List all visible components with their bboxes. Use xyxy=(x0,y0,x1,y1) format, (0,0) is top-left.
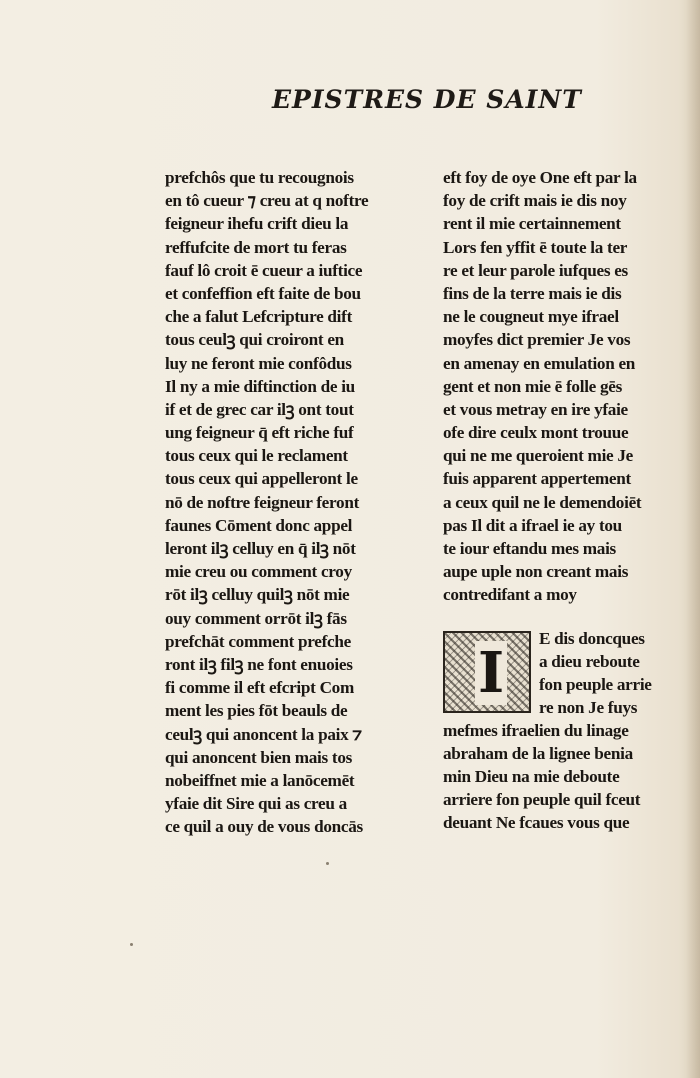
text-line: min Dieu na mie deboute xyxy=(443,766,620,786)
text-line: leront ilꝫ celluy en q̄ ilꝫ nōt xyxy=(165,539,356,558)
text-line: ung feigneur q̄ eft riche fuf xyxy=(165,423,354,443)
text-line: ront ilꝫ filꝫ ne font enuoies xyxy=(165,654,353,674)
text-line: E dis doncques xyxy=(539,628,645,648)
text-line: nō de noftre feigneur feront xyxy=(165,492,360,512)
text-line: rent il mie certainnement xyxy=(443,214,621,234)
initial-letter: I xyxy=(475,641,507,705)
text-line: prefchāt comment prefche xyxy=(165,631,351,651)
text-line: qui ne me queroient mie Je xyxy=(443,446,633,466)
left-text-column xyxy=(165,166,405,838)
text-line: nobeiffnet mie a lanōcemēt xyxy=(165,770,355,790)
text-line: abraham de la lignee benia xyxy=(443,743,633,763)
text-line: faunes Cōment donc appel xyxy=(165,515,353,535)
text-line: che a falut Lefcripture dift xyxy=(165,307,352,327)
text-line: fuis apparent appertement xyxy=(443,469,631,489)
text-line: moyfes dict premier Je vos xyxy=(443,330,631,350)
text-line: re et leur parole iufques es xyxy=(443,260,628,280)
text-line: ne le cougneut mye ifrael xyxy=(443,307,619,327)
text-line: et vous metray en ire yfaie xyxy=(443,399,628,419)
text-line: ce quil a ouy de vous doncās xyxy=(165,817,363,837)
text-line: ment les pies fōt beauls de xyxy=(165,701,348,721)
text-line: fins de la terre mais ie dis xyxy=(443,283,622,303)
text-line: qui anoncent bien mais tos xyxy=(165,747,353,767)
text-line: gent et non mie ē folle gēs xyxy=(443,376,623,396)
running-head: EPISTRES DE SAINT xyxy=(272,85,582,114)
text-line: te iour eftandu mes mais xyxy=(443,539,616,558)
text-line: tous ceux qui appelleront le xyxy=(165,469,358,489)
text-line: rōt ilꝫ celluy quilꝫ nōt mie xyxy=(165,585,350,605)
text-line: pas Il dit a ifrael ie ay tou xyxy=(443,515,622,535)
text-line: ceulꝫ qui anoncent la paix ⁊ xyxy=(165,724,362,744)
initial-adjacent-lines xyxy=(539,627,652,720)
text-line: foy de crift mais ie dis noy xyxy=(443,191,627,211)
right-text-column xyxy=(443,166,683,835)
text-line: aupe uple non creant mais xyxy=(443,562,629,582)
paper-speck xyxy=(130,943,133,946)
text-line: ouy comment orrōt ilꝫ fās xyxy=(165,608,347,628)
right-column-bottom-text xyxy=(443,719,683,835)
text-line: eft foy de oye One eft par la xyxy=(443,168,637,187)
text-line: mie creu ou comment croy xyxy=(165,562,352,582)
text-line: prefchôs que tu recougnois xyxy=(165,168,354,187)
decorated-initial-block xyxy=(443,627,683,719)
text-line: mefmes ifraelien du linage xyxy=(443,720,629,740)
decorated-initial-icon xyxy=(443,631,531,713)
text-line: feigneur ihefu crift dieu la xyxy=(165,214,349,234)
text-line: en amenay en emulation en xyxy=(443,353,636,373)
text-line: a ceux quil ne le demendoiēt xyxy=(443,492,642,512)
text-line: Lors fen yffit ē toute la ter xyxy=(443,237,628,257)
text-line: contredifant a moy xyxy=(443,585,577,605)
text-line: arriere fon peuple quil fceut xyxy=(443,790,641,810)
paper-speck xyxy=(326,862,329,865)
text-line: et confeffion eft faite de bou xyxy=(165,283,361,303)
text-line: a dieu reboute xyxy=(539,651,640,671)
text-line: if et de grec car ilꝫ ont tout xyxy=(165,399,354,419)
text-line: yfaie dit Sire qui as creu a xyxy=(165,794,347,814)
text-line: Il ny a mie diftinction de iu xyxy=(165,376,355,396)
page-edge-shadow xyxy=(686,0,700,1078)
text-line: ofe dire ceulx mont trouue xyxy=(443,423,629,443)
text-line: tous ceux qui le reclament xyxy=(165,446,348,466)
text-line: reffufcite de mort tu feras xyxy=(165,237,347,257)
right-column-top-text xyxy=(443,166,683,607)
text-line: en tô cueur ⁊ creu at q noftre xyxy=(165,191,369,211)
text-line: tous ceulꝫ qui croiront en xyxy=(165,330,344,350)
text-line: luy ne feront mie confôdus xyxy=(165,353,352,373)
text-line: fon peuple arrie xyxy=(539,674,652,694)
text-line: re non Je fuys xyxy=(539,698,638,718)
text-line: deuant Ne fcaues vous que xyxy=(443,813,630,833)
text-line: fi comme il eft efcript Com xyxy=(165,678,354,698)
text-line: fauf lô croit ē cueur a iuftice xyxy=(165,260,363,280)
